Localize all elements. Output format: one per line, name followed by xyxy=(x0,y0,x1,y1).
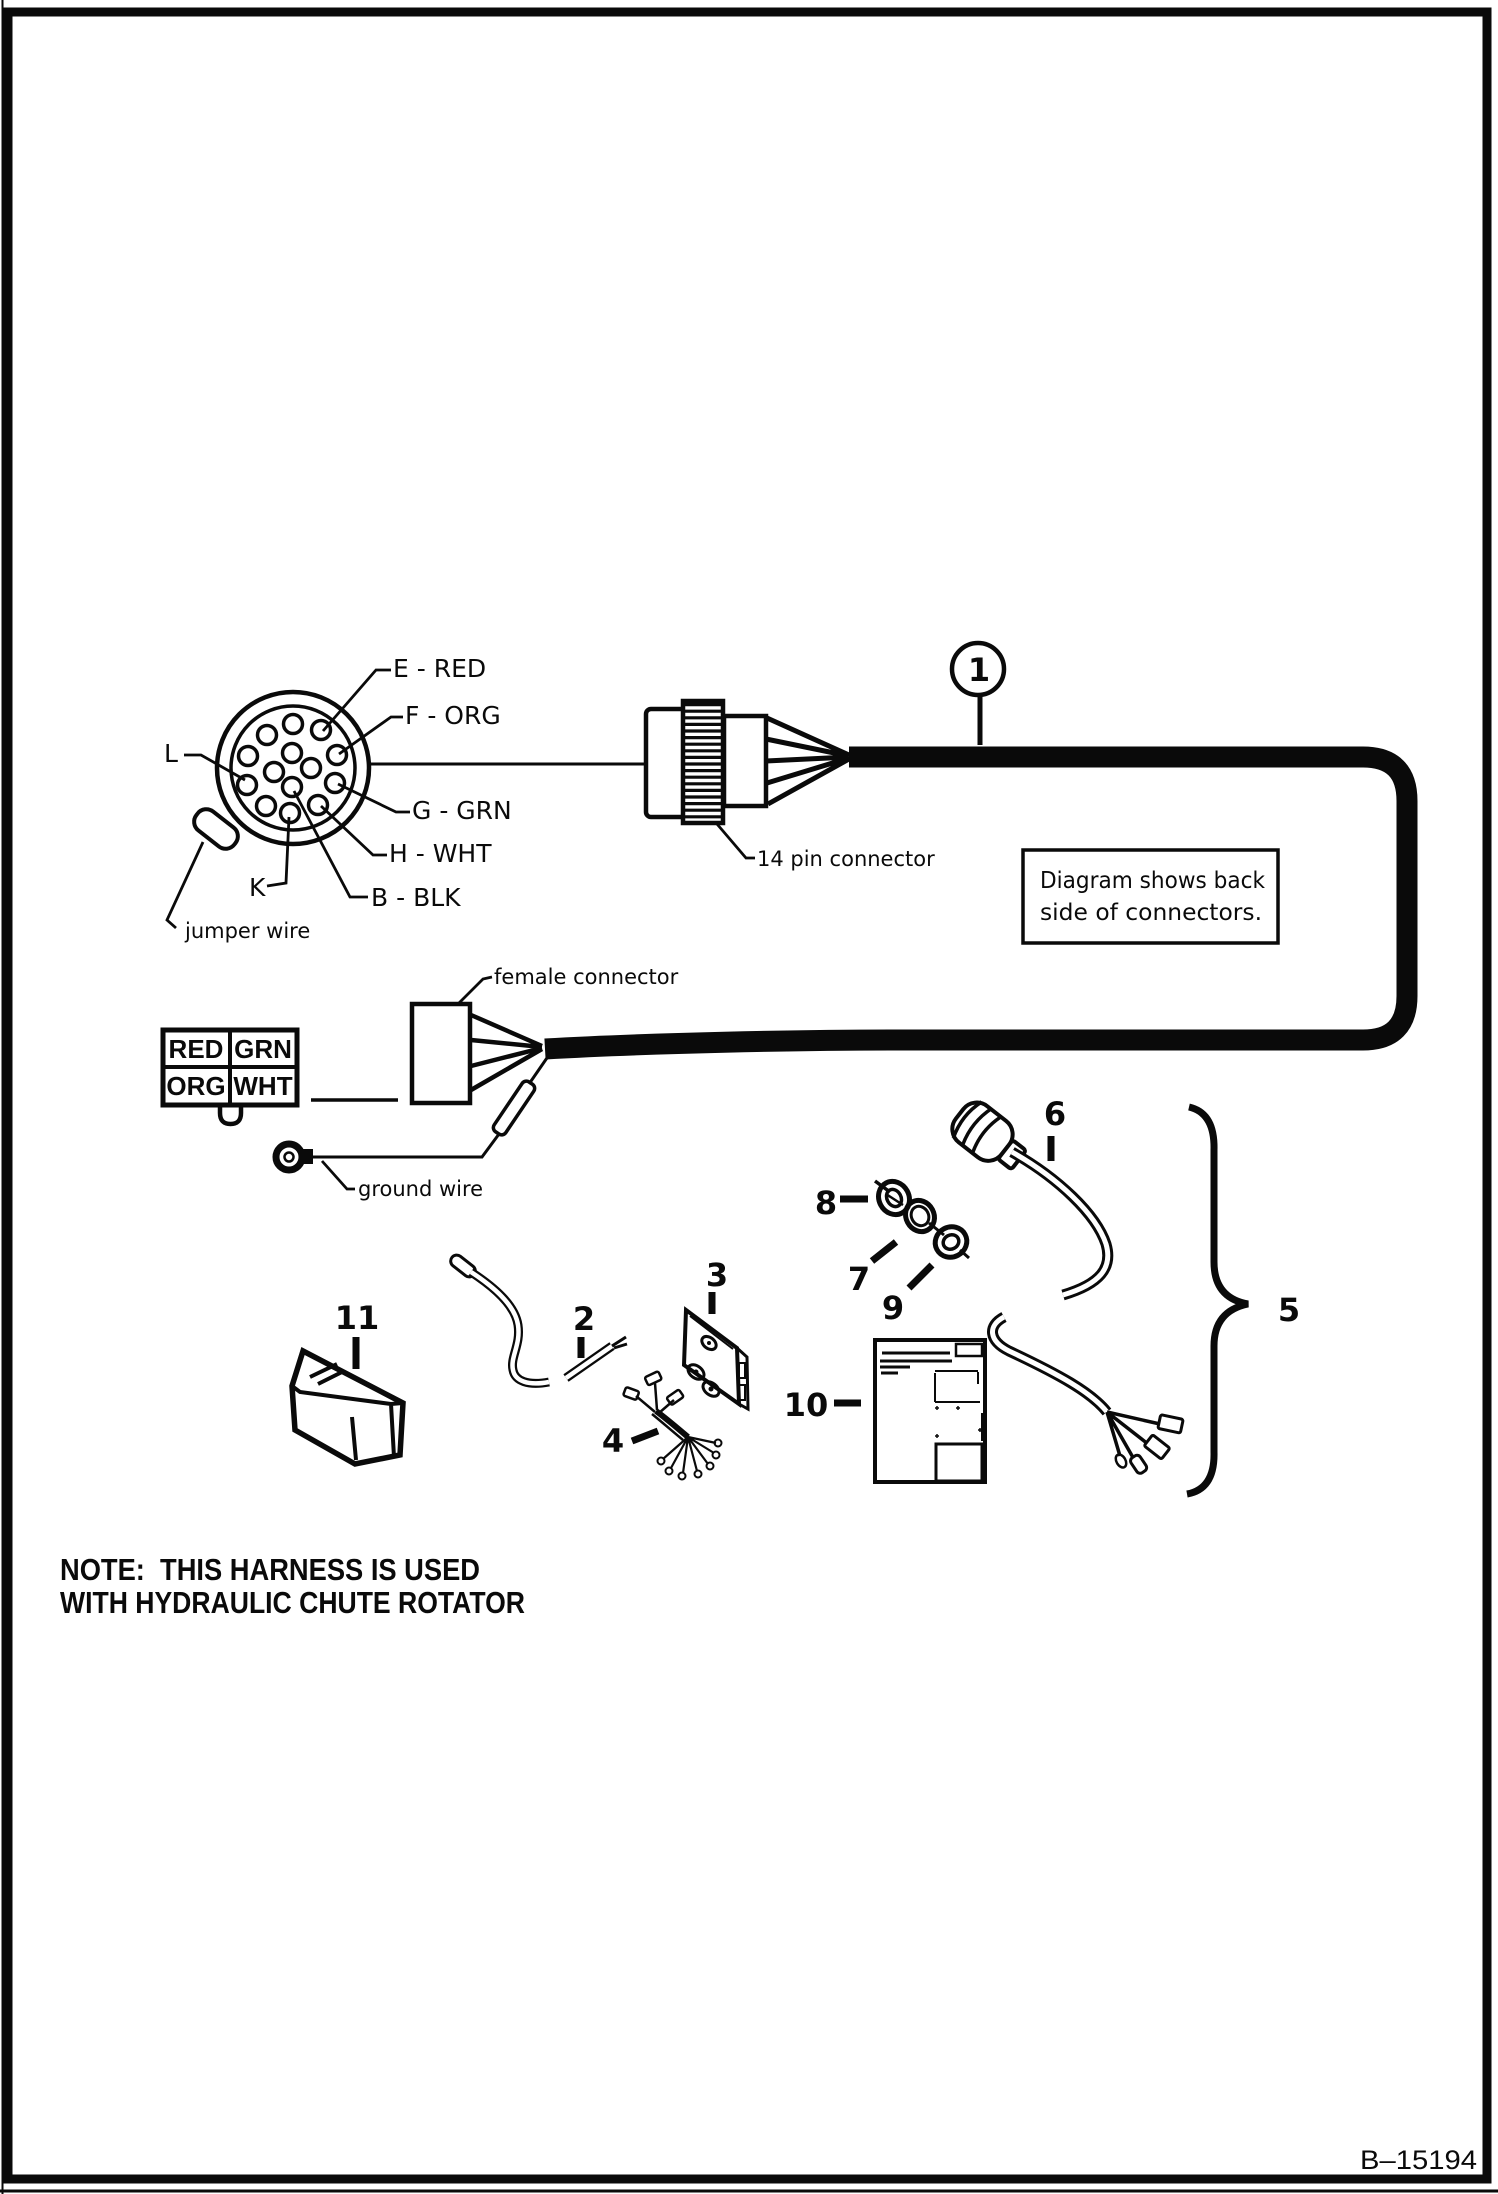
female-connector-label: female connector xyxy=(494,965,679,989)
pin-label-h: H - WHT xyxy=(389,839,492,868)
box-outline xyxy=(292,1351,403,1464)
pin xyxy=(265,763,284,782)
info-box-frame xyxy=(1023,850,1278,943)
female-connector-body xyxy=(412,1004,470,1103)
box-detail-lines xyxy=(310,1364,356,1460)
pin xyxy=(283,744,302,763)
pin-label-b: B - BLK xyxy=(371,883,461,912)
pin-label-k: K xyxy=(249,873,266,902)
part-7-ring xyxy=(848,1195,944,1298)
info-box-line2: side of connectors. xyxy=(1040,900,1262,926)
leader-female-label xyxy=(459,977,492,1003)
plate-hole-center xyxy=(707,1341,711,1345)
part-6-number: 6 xyxy=(1043,1095,1067,1133)
part-6-plug-harness xyxy=(945,1095,1183,1475)
pin xyxy=(326,774,345,793)
part-1-callout xyxy=(952,643,1004,745)
pin-label-e: E - RED xyxy=(393,654,487,683)
pigtail-terminal xyxy=(645,1371,662,1385)
ring-terminal-crimp xyxy=(300,1149,313,1164)
pigtail-tip xyxy=(707,1463,714,1470)
info-box xyxy=(1023,850,1278,943)
connector-inner-ring xyxy=(231,706,355,830)
pigtail-tip xyxy=(658,1458,665,1465)
part-9-leader xyxy=(909,1265,932,1288)
note-line1: NOTE: THIS HARNESS IS USED xyxy=(60,1552,480,1587)
plate-hole-center xyxy=(694,1370,699,1375)
leader-ground-label xyxy=(322,1161,355,1189)
part-10-instructions xyxy=(784,1340,985,1482)
ground-wire-label: ground wire xyxy=(358,1177,484,1201)
part-2-number: 2 xyxy=(572,1300,596,1338)
plug-cable-inner xyxy=(1012,1152,1108,1295)
leader-pin-f xyxy=(339,717,403,754)
flange-slot xyxy=(739,1385,745,1400)
pigtail-tip xyxy=(666,1468,673,1475)
pin xyxy=(258,726,277,745)
pin xyxy=(257,797,276,816)
pigtail-tip xyxy=(695,1471,702,1478)
jumper-wire-label: jumper wire xyxy=(185,919,311,943)
info-box-line1: Diagram shows back xyxy=(1040,868,1266,894)
pin14-connector-label: 14 pin connector xyxy=(757,847,935,871)
connector-pins xyxy=(238,715,347,823)
ground-wire-sleeve xyxy=(491,1079,536,1137)
table-cell-grn: GRN xyxy=(234,1034,292,1064)
plug-cable2-inner xyxy=(993,1317,1107,1412)
plate-hole-center xyxy=(709,1387,714,1392)
connector-body xyxy=(724,716,766,806)
leader-pin14-label xyxy=(717,824,755,858)
wire-fan-lines xyxy=(766,718,849,804)
leader-pin-l xyxy=(184,755,245,780)
flange-slot xyxy=(739,1363,745,1378)
ring-terminal-hole xyxy=(285,1153,294,1162)
part-8-grommet xyxy=(815,1176,915,1222)
branch-terminal xyxy=(1158,1415,1183,1433)
part-9-number: 9 xyxy=(881,1289,905,1327)
pin xyxy=(239,747,258,766)
branch-terminal xyxy=(1144,1435,1170,1460)
branch-terminal xyxy=(1129,1454,1148,1475)
table-key-tab xyxy=(220,1105,241,1124)
part-5-group xyxy=(1187,1107,1300,1494)
pin14-connector xyxy=(646,701,935,871)
ring-terminal xyxy=(276,1144,302,1170)
part-5-number: 5 xyxy=(1277,1291,1301,1329)
part-3-number: 3 xyxy=(705,1256,729,1294)
wire-color-table xyxy=(163,1030,398,1124)
wire-curve-outer xyxy=(471,1272,549,1383)
sleeve-shape xyxy=(491,1079,536,1137)
branch-terminal xyxy=(1114,1453,1129,1470)
part-9-grommet xyxy=(882,1221,972,1327)
pin xyxy=(309,796,328,815)
plug-body xyxy=(945,1095,1034,1179)
pin-label-f: F - ORG xyxy=(405,701,501,730)
note-block xyxy=(60,1552,525,1620)
pin xyxy=(312,721,331,740)
part-4-leader xyxy=(632,1431,658,1441)
sheet-inner-rule xyxy=(935,1371,978,1402)
round-connector-face xyxy=(164,654,512,943)
sheet-title-box xyxy=(956,1344,982,1356)
ground-wire-run xyxy=(313,1134,499,1157)
table-cell-red: RED xyxy=(168,1034,224,1064)
connector-key-tab xyxy=(190,805,243,853)
part-3-plate xyxy=(684,1256,748,1409)
part-11-box xyxy=(292,1299,403,1464)
female-connector xyxy=(412,965,679,1103)
part-7-leader xyxy=(872,1242,896,1261)
part-8-number: 8 xyxy=(814,1184,838,1222)
part-4-number: 4 xyxy=(601,1422,625,1460)
figure-code: B–15194 xyxy=(1360,2145,1477,2175)
part-1-number: 1 xyxy=(967,651,991,689)
pin-label-l: L xyxy=(164,739,178,768)
wire-seg2-inner xyxy=(566,1346,612,1378)
pin xyxy=(328,746,347,765)
pin xyxy=(283,778,302,797)
note-line2: WITH HYDRAULIC CHUTE ROTATOR xyxy=(60,1585,525,1620)
key-tab-shape xyxy=(190,805,243,853)
leader-jumper-wire xyxy=(167,842,203,928)
pin xyxy=(284,715,303,734)
ring-outer xyxy=(900,1195,940,1236)
part-5-brace xyxy=(1187,1107,1248,1494)
part-7-number: 7 xyxy=(847,1260,871,1298)
sheet-bottom-box xyxy=(936,1444,982,1481)
part-11-number: 11 xyxy=(334,1299,380,1337)
pin-label-g: G - GRN xyxy=(412,796,512,825)
pigtail-tip xyxy=(679,1473,686,1480)
pigtail-bundle xyxy=(656,1411,688,1437)
plate-edge-line xyxy=(690,1316,733,1349)
ground-wire-tail xyxy=(529,1055,549,1084)
table-cell-wht: WHT xyxy=(233,1071,293,1101)
part-2-wire xyxy=(448,1253,627,1384)
pigtail-tip xyxy=(713,1452,720,1459)
pin xyxy=(302,759,321,778)
wire-prongs xyxy=(612,1337,627,1348)
table-cell-org: ORG xyxy=(166,1071,226,1101)
sheet-plus-marks xyxy=(935,1406,982,1438)
part-10-number: 10 xyxy=(783,1386,829,1424)
